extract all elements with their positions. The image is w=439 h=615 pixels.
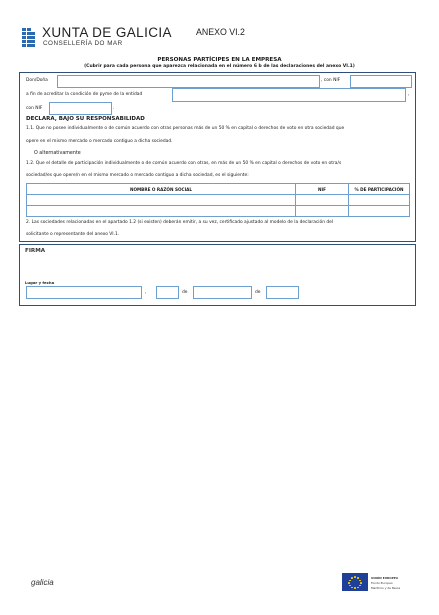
form-title: PERSONAS PARTÍCIPES EN LA EMPRESA [157,57,282,63]
organization-name: XUNTA DE GALICIA [42,25,172,40]
name-input[interactable] [57,75,320,88]
item-1-2-line2: sociedad/es que opere/n en el mismo mercado o mercado contiguo a dicha sociedad, es el siguiente: [26,173,249,178]
eu-line1: UNIÓN EUROPEA [371,576,399,580]
con-nif-label: , con NIF [321,78,341,83]
de-label-2: de [255,290,261,295]
cell-name[interactable] [27,206,296,217]
item-2-line1: 2. Las sociedades relacionadas en el apartado 1.2 (si existen) deberán emitir, a su vez, certificado ajustado al modelo de la declaración del [26,220,334,225]
period: . [113,106,115,111]
cell-percent[interactable] [349,195,410,206]
con-nif2-label: con NIF [26,106,43,111]
form-subtitle: (Cubrir para cada persona que aparezca relacionada en el número 6 b de las declaraciones del anexo VI.1) [84,64,355,69]
declara-title: DECLARA, BAJO SU RESPONSABILIDAD [26,116,145,122]
cell-percent[interactable] [349,206,410,217]
place-input[interactable] [26,286,142,299]
table-header-nif: NIF [296,184,349,195]
eu-line2: Fondo Europeo [371,581,393,585]
galicia-logo: galicia [31,578,54,587]
don-label: Don/Doña [26,78,48,83]
table-row [27,206,410,217]
acreditar-label: a fin de acreditar la condición de pyme de la entidad [26,92,143,97]
alternatively-label: O alternativamente [34,151,81,156]
place-date-label: Lugar y fecha [25,280,55,285]
cell-name[interactable] [27,195,296,206]
entity-nif-input[interactable] [49,102,115,115]
item-2-line2: solicitante o representante del anexo VI.1. [26,232,120,237]
date-comma: , [145,290,147,295]
year-input[interactable] [266,286,299,299]
cell-nif[interactable] [296,206,349,217]
signature-title: FIRMA [25,248,46,254]
table-header-name: NOMBRE O RAZÓN SOCIAL [27,184,296,195]
month-input[interactable] [193,286,252,299]
table-header-percent: % DE PARTICIPACIÓN [349,184,410,195]
department-name: CONSELLERÍA DO MAR [43,40,123,47]
comma: , [408,92,410,97]
xunta-logo-icon [22,28,35,50]
participation-table [26,183,410,217]
annex-label: ANEXO VI.2 [196,27,245,37]
de-label-1: de [182,290,188,295]
table-row [27,195,410,206]
entity-input[interactable] [172,88,406,102]
item-1-1-line2: opere en el mismo mercado o mercado contiguo a dicha sociedad. [26,139,173,144]
nif-input[interactable] [350,75,412,88]
item-1-1-line1: 1.1. Que no posee individualmente o de común acuerdo con otras personas más de un 50 % en capital o derechos de voto en otra sociedad que [26,126,345,131]
item-1-2-line1: 1.2. Que el detalle de participación individualmente o de común acuerdo con otras, en más de un 50 % en capital o derechos de voto en otra/s [26,161,342,166]
day-input[interactable] [156,286,179,299]
eu-line3: Marítimo y de Pesca [371,586,401,590]
eu-flag-icon [342,573,368,591]
cell-nif[interactable] [296,195,349,206]
